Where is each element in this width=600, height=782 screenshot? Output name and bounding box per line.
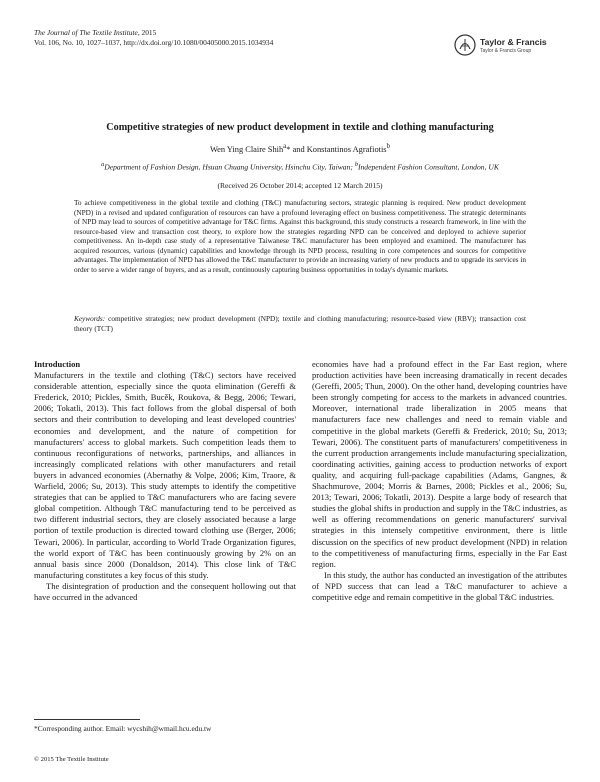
affiliations (40, 160, 560, 173)
journal-title-line (34, 28, 273, 38)
article-title: Competitive strategies of new product development in textile and clothing manufacturing (106, 122, 494, 133)
citation-line: Vol. 106, No. 10, 1027–1037, http://dx.doi.org/10.1080/00405000.2015.1034934 (34, 38, 274, 47)
body-paragraph-2: The disintegration of production and the consequent hollowing out that have occurred in the advanced (34, 580, 296, 602)
body-paragraph-1: Manufacturers in the textile and clothing (T&C) sectors have received considerable attention, especially since the quota elimination (Gereffi & Frederick, 2010; Pickles, Smith, Bucěk, Roukova, & Begg, 2006; Tewari, 2006; Tokatli, 2013). This fact follows from the global dispersal of both sectors and their contribution to developing and least developed countries' economies and development, and the nature of competition for manufacturers' access to global markets. Such competition leads them to continuous reconfigurations of networks, partnerships, and alliances in increasingly complicated relations with other manufacturers and retail buyers in advanced economies (Abernathy & Volpe, 2006; Kim, Traore, & Warfield, 2006; Su, 2013). This study attempts to identify the competitive strategies that can be applied to T&C manufacturers who are facing severe global competition. Although T&C manufacturing tend to be perceived as two different industrial sectors, they are closely associated because a large portion of textile production is directed toward clothing use (Berger, 2006; Tewari, 2006). In particular, according to World Trade Organization figures, the world export of T&C has been continuously growing by 2% on an annual basis since 2000 (Donaldson, 2014). This close link of T&C manufacturing constitutes a key focus of this study. (34, 370, 296, 580)
section-heading-introduction: Introduction (34, 359, 81, 369)
footnote-divider (34, 719, 140, 720)
body-paragraph-4: In this study, the author has conducted an investigation of the attributes of NPD success that can lead a T&C manufacturer to achieve a competitive edge and remain competitive in the global T&C industries. (312, 569, 567, 602)
keywords-text: competitive strategies; new product development (NPD); textile and clothing manufacturing; resource-based view (RBV); transaction cost theory (TCT) (74, 315, 526, 333)
author-2-sup: b (386, 142, 391, 150)
publisher-name: Taylor & Francis (480, 37, 547, 47)
affil-b: Independent Fashion Consultant, London, UK (357, 162, 499, 172)
body-paragraph-3: economies have had a profound effect in the Far East region, where production activities have been increasing dramatically in recent decades (Gereffi, 2005; Thun, 2000). On the other hand, developing countries have been strongly competing for access to the markets in advanced countries. Moreover, international trade liberalization in 2005 means that manufacturers face new challenges and need to remain viable and competitive in the global markets (Gereffi & Frederick, 2010; Su, 2013; Tewari, 2006). The constituent parts of manufacturers' competitiveness in the current production arrangements include manufacturing specialization, coordinating activities, gaining access to production networks of export quality, and acquiring full-package capabilities (Adams, Gangnes, & Shachmurove, 2004; Morris & Barnes, 2008; Pickles et al., 2006; Su, 2013; Tewari, 2006; Tokatli, 2013). Despite a large body of research that studies the global shifts in production and supply in the T&C industries, as well as offering recommendations on generic manufacturers' survival strategies in this intensely competitive environment, there is little discussion on the specifics of new product development (NPD) in relation to the competitiveness of manufacturing firms, especially in the Far East region. (312, 359, 567, 569)
body-column-left (34, 359, 296, 603)
corresponding-mark: * (286, 144, 291, 154)
publisher-logo-icon (454, 34, 476, 56)
publisher-logo[interactable] (454, 34, 574, 58)
author-1-sup: a (283, 142, 287, 150)
body-column-right (312, 359, 567, 603)
affil-a: Department of Fashion Design, Hsuan Chuang University, Hsinchu City, Taiwan; (104, 162, 355, 172)
publisher-group: Taylor & Francis Group (480, 48, 532, 54)
journal-header (34, 28, 273, 48)
copyright: © 2015 The Textile Institute (34, 756, 109, 763)
keywords-label: Keywords: (74, 315, 106, 323)
keywords (74, 315, 526, 334)
journal-name: The Journal of The Textile Institute (34, 28, 138, 37)
author-and: and (290, 144, 307, 154)
author-1: Wen Ying Claire Shih (209, 144, 284, 154)
affil-a-sup: a (101, 161, 105, 168)
journal-year: , 2015 (137, 28, 157, 37)
corresponding-author-footnote: *Corresponding author. Email: wycshih@wmail.hcu.edu.tw (34, 724, 212, 733)
author-line (40, 141, 560, 155)
abstract: To achieve competitiveness in the global textile and clothing (T&C) manufacturing sectors, strategic planning is required. New product development (NPD) in a revised and updated configuration of resources can have a profound leveraging effect on business competitiveness. The strategic determinants of NPD may lead to sources of competitive advantage for T&C firms. Against this background, this study constructs a research framework, in line with the resource-based view and transaction cost theory, to explore how the strategies regarding NPD can be conceived and deployed to achieve superior competitiveness. An in-depth case study of a representative Taiwanese T&C manufacturer has been employed and examined. The manufacturer has acquired resources, various (dynamic) capabilities and knowledge through its NPD process, resulting in core competences and sources for competitive advantages. The implementation of NPD has allowed the T&C manufacturer to provide an increasing variety of new products and to upgrade its services in order to serve a wider range of buyers, and as a result, continuously capturing business opportunities in today's dynamic markets. (74, 199, 526, 274)
affil-b-sup: b (354, 161, 358, 168)
received-dates: (Received 26 October 2014; accepted 12 March 2015) (217, 181, 383, 190)
author-2: Konstantinos Agrafiotis (306, 144, 387, 154)
